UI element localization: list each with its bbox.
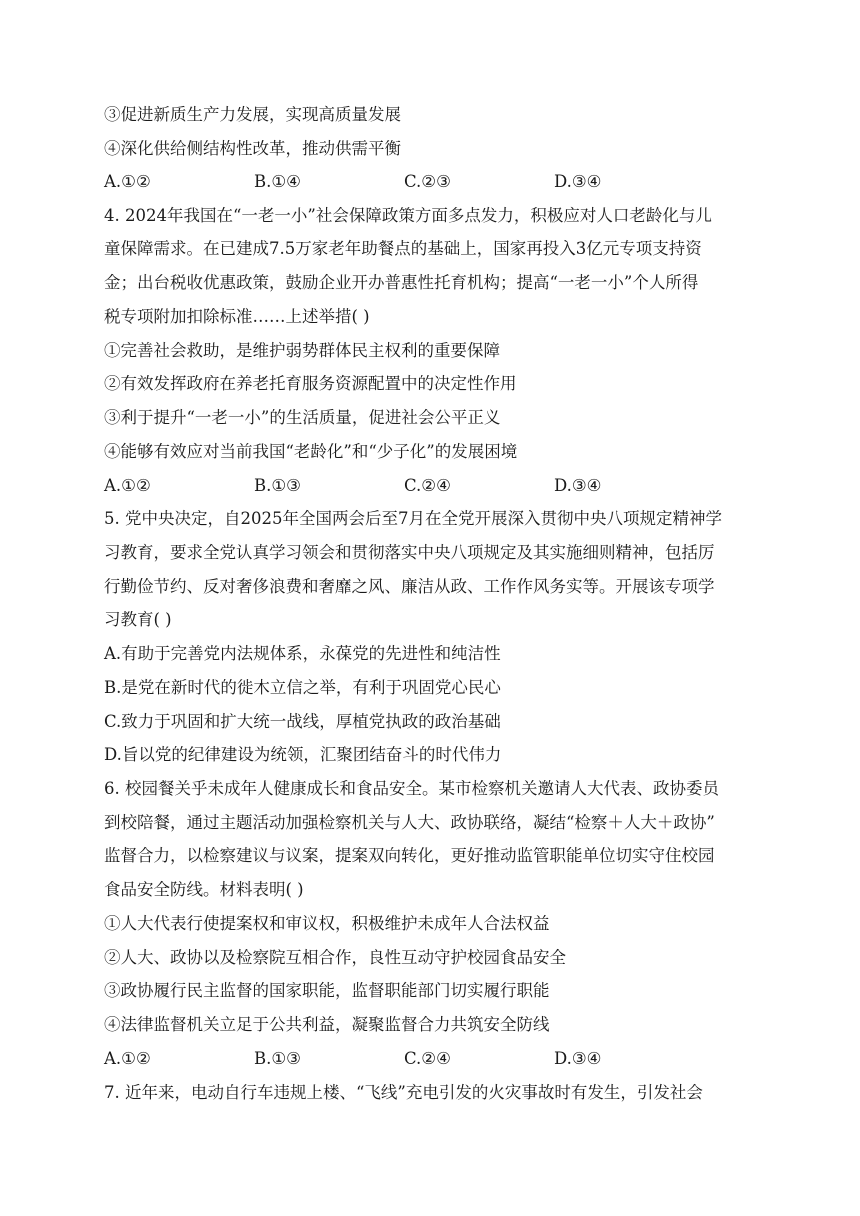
q6-item-3: ③政协履行民主监督的国家职能，监督职能部门切实履行职能 <box>104 981 550 1000</box>
q4-stem-line: 童保障需求。在已建成7.5万家老年助餐点的基础上，国家再投入3亿元专项支持资 <box>104 239 702 258</box>
q6-item-4: ④法律监督机关立足于公共利益，凝聚监督合力共筑安全防线 <box>104 1015 550 1034</box>
q6-stem-line: 监督合力，以检察建议与议案，提案双向转化，更好推动监管职能单位切实守住校园 <box>104 846 715 865</box>
q6-option-b[interactable]: B.①③ <box>254 1049 301 1068</box>
q4-option-a[interactable]: A.①② <box>104 476 151 495</box>
q5-choice-c[interactable]: C.致力于巩固和扩大统一战线，厚植党执政的政治基础 <box>104 712 501 731</box>
q5-choice-d[interactable]: D.旨以党的纪律建设为统领，汇聚团结奋斗的时代伟力 <box>104 745 502 764</box>
q3-option-b[interactable]: B.①④ <box>254 172 301 191</box>
q6-option-c[interactable]: C.②④ <box>404 1049 451 1068</box>
q5-stem-line: 5. 党中央决定，自2025年全国两会后至7月在全党开展深入贯彻中央八项规定精神学 <box>104 509 722 528</box>
q6-item-2: ②人大、政协以及检察院互相合作，良性互动守护校园食品安全 <box>104 948 566 967</box>
q4-option-d[interactable]: D.③④ <box>554 476 602 495</box>
q4-item-4: ④能够有效应对当前我国“老龄化”和“少子化”的发展困境 <box>104 442 518 461</box>
q6-stem-line: 6. 校园餐关乎未成年人健康成长和食品安全。某市检察机关邀请人大代表、政协委员 <box>104 779 719 798</box>
q3-item-4: ④深化供给侧结构性改革，推动供需平衡 <box>104 139 401 158</box>
q5-choice-a[interactable]: A.有助于完善党内法规体系，永葆党的先进性和纯洁性 <box>104 644 501 663</box>
q3-options <box>104 170 764 194</box>
q4-stem-line: 4. 2024年我国在“一老一小”社会保障政策方面多点发力，积极应对人口老龄化与儿 <box>104 206 712 225</box>
q6-option-a[interactable]: A.①② <box>104 1049 151 1068</box>
q4-stem-line: 税专项附加扣除标准……上述举措( ) <box>104 307 370 326</box>
q3-option-c[interactable]: C.②③ <box>404 172 451 191</box>
q7-stem-line: 7. 近年来，电动自行车违规上楼、“飞线”充电引发的火灾事故时有发生，引发社会 <box>104 1083 703 1102</box>
q3-option-d[interactable]: D.③④ <box>554 172 602 191</box>
q4-stem-line: 金；出台税收优惠政策，鼓励企业开办普惠性托育机构；提高“一老一小”个人所得 <box>104 273 699 292</box>
q6-options <box>104 1047 764 1071</box>
q6-stem-line: 食品安全防线。材料表明( ) <box>104 880 304 899</box>
q3-option-a[interactable]: A.①② <box>104 172 151 191</box>
q6-stem-line: 到校陪餐，通过主题活动加强检察机关与人大、政协联络，凝结“检察＋人大＋政协” <box>104 813 715 832</box>
q6-option-d[interactable]: D.③④ <box>554 1049 602 1068</box>
q4-option-b[interactable]: B.①③ <box>254 476 301 495</box>
q5-stem-line: 习教育，要求全党认真学习领会和贯彻落实中央八项规定及其实施细则精神，包括厉 <box>104 543 715 562</box>
q3-item-3: ③促进新质生产力发展，实现高质量发展 <box>104 105 401 124</box>
q4-option-c[interactable]: C.②④ <box>404 476 451 495</box>
q5-stem-line: 习教育( ) <box>104 610 172 629</box>
q6-item-1: ①人大代表行使提案权和审议权，积极维护未成年人合法权益 <box>104 914 550 933</box>
q5-stem-line: 行勤俭节约、反对奢侈浪费和奢靡之风、廉洁从政、工作作风务实等。开展该专项学 <box>104 577 715 596</box>
q4-item-2: ②有效发挥政府在养老托育服务资源配置中的决定性作用 <box>104 374 517 393</box>
q5-choice-b[interactable]: B.是党在新时代的徙木立信之举，有利于巩固党心民心 <box>104 678 501 697</box>
q4-options <box>104 474 764 498</box>
q4-item-1: ①完善社会救助，是维护弱势群体民主权利的重要保障 <box>104 341 500 360</box>
q4-item-3: ③利于提升“一老一小”的生活质量，促进社会公平正义 <box>104 408 501 427</box>
